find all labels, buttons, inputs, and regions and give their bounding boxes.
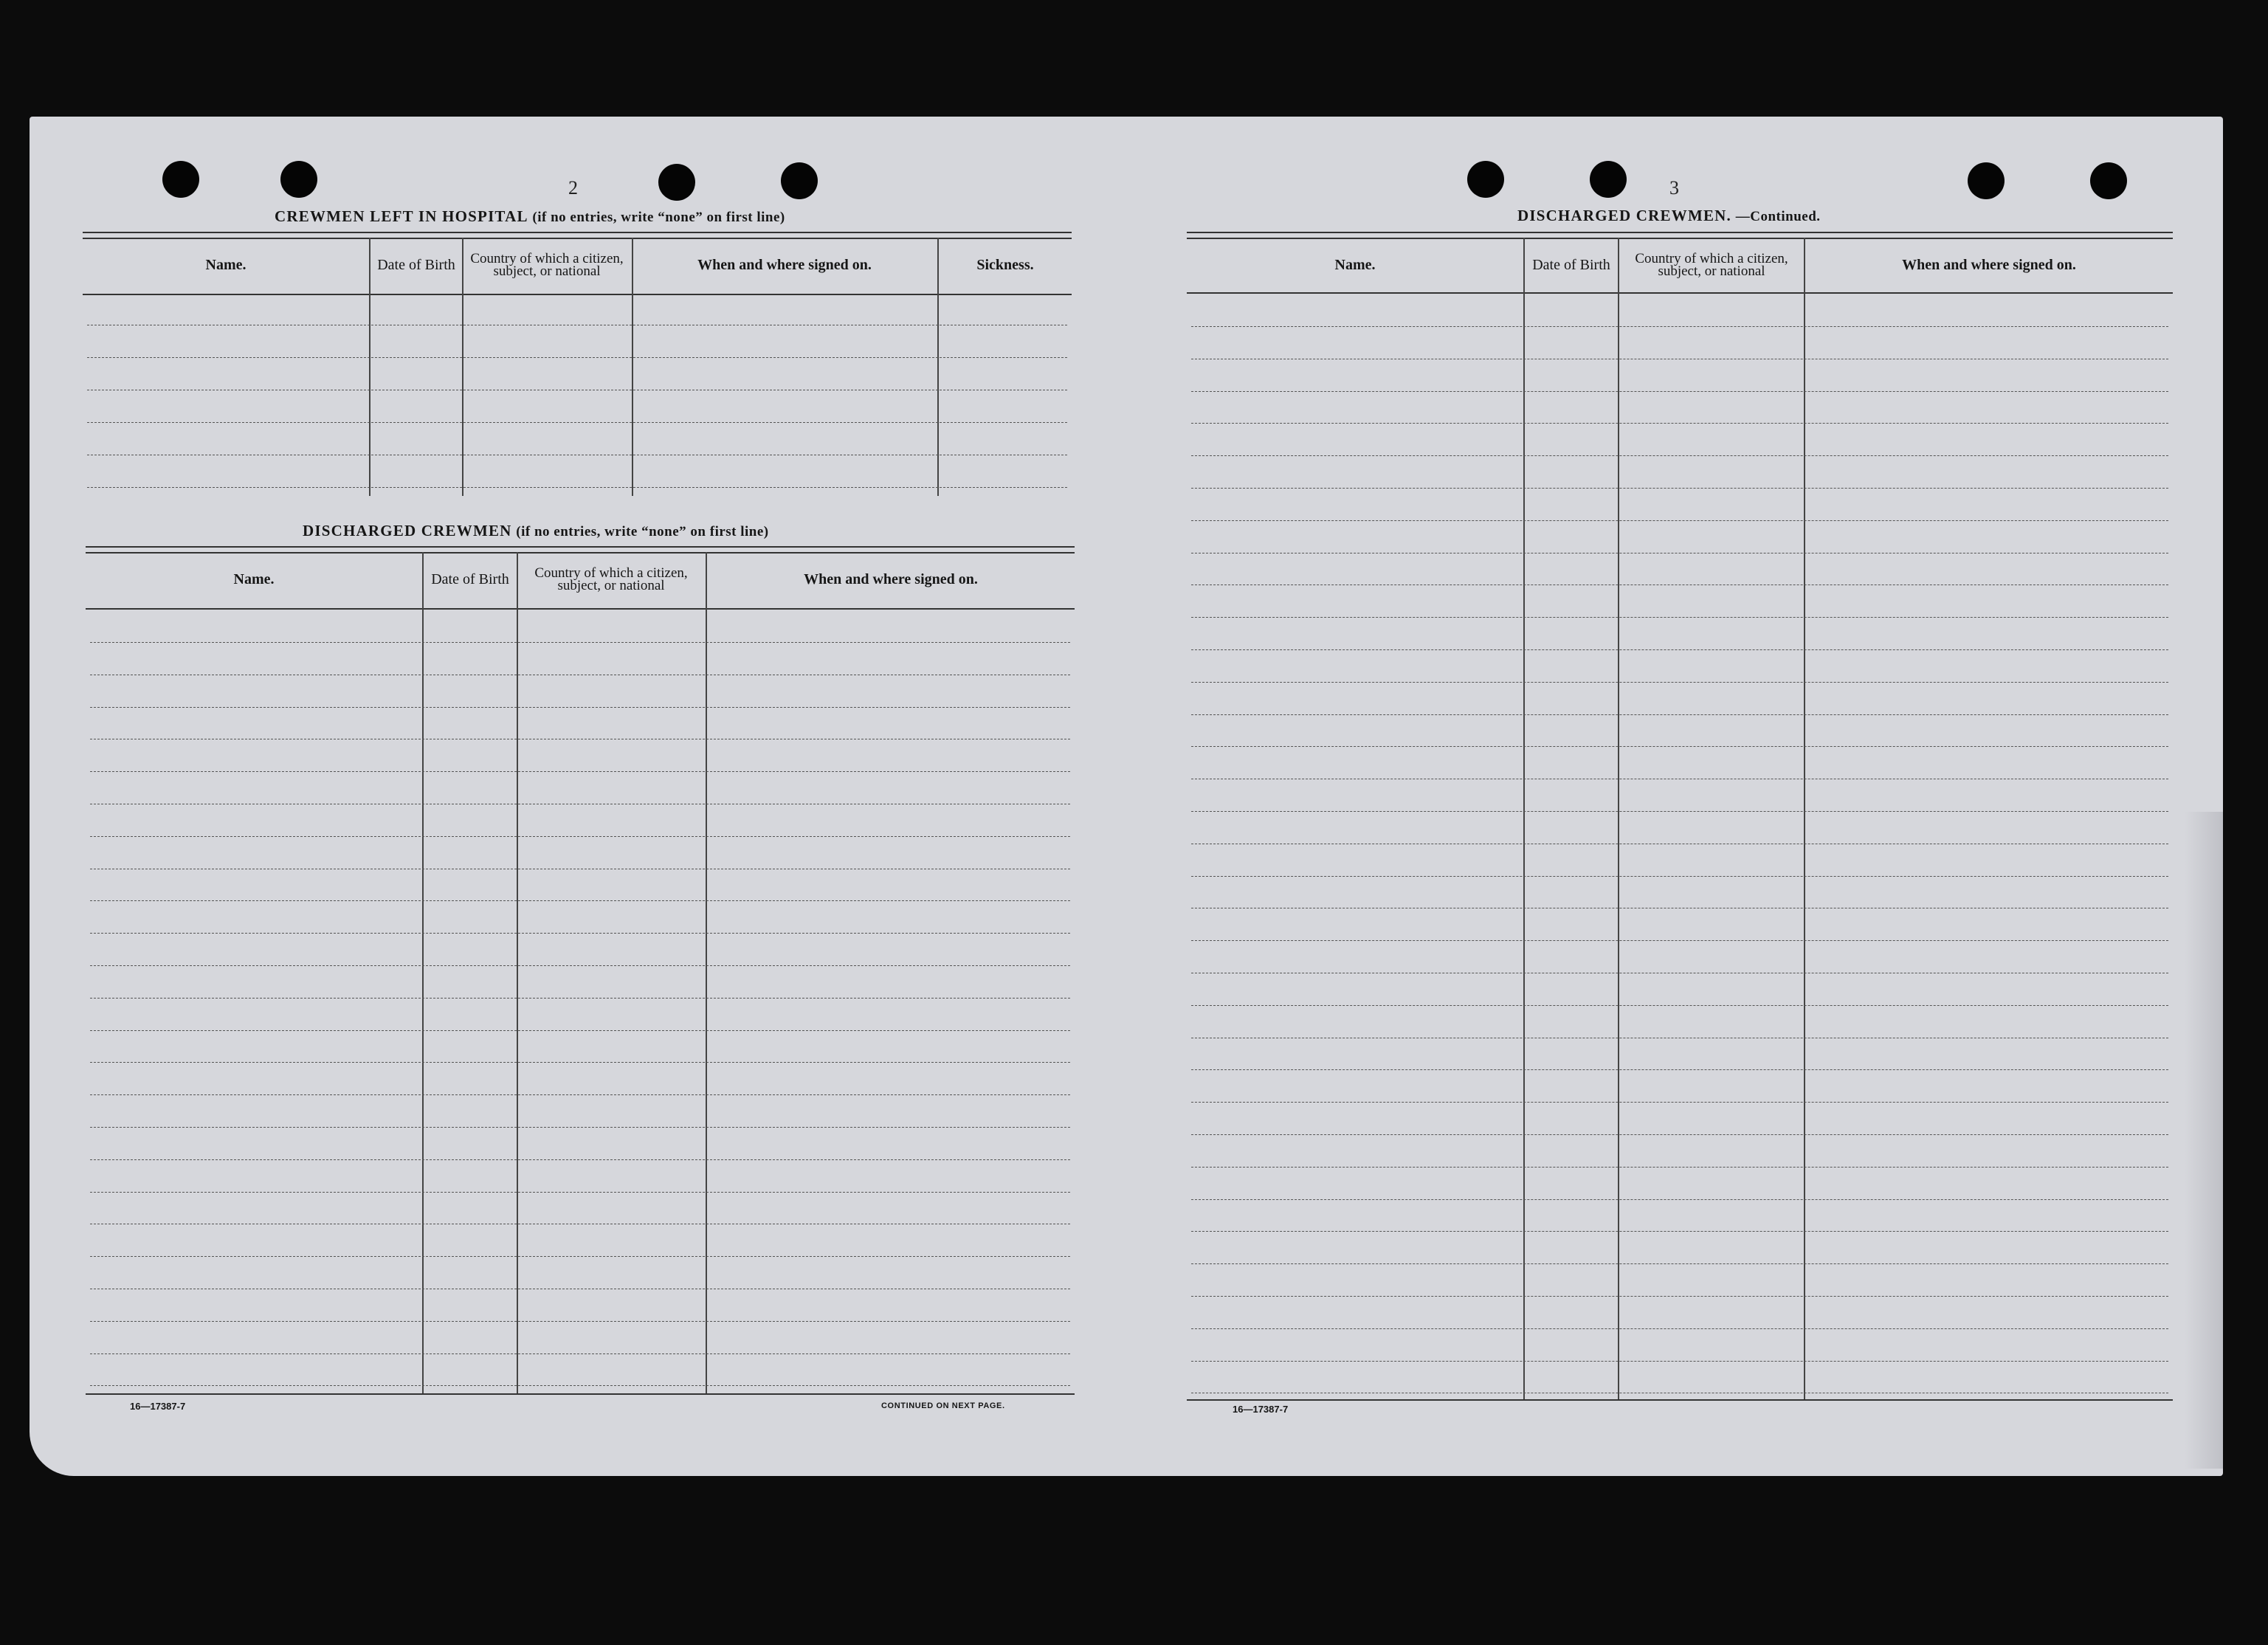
hospital-section-heading [275,207,785,226]
entry-line [1191,1263,2168,1264]
column-header-signed-on: When and where signed on. [1902,256,2076,273]
entry-line [1191,488,2168,489]
column-header-country: Country of which a citizen, subject, or national [534,565,688,593]
header-bottom-rule [86,608,1075,610]
entry-line [1191,455,2168,456]
entry-line [87,487,1067,488]
entry-line [1191,682,2168,683]
entry-line [1191,811,2168,812]
column-divider [1523,238,1525,1401]
continued-section-heading [1517,207,1821,225]
entry-line [90,998,1070,999]
column-header-country: Country of which a citizen, subject, or national [470,251,624,279]
entry-line [90,965,1070,966]
discharged-continued-table [1187,232,2173,1402]
punch-hole [1467,161,1504,198]
page-number: 2 [568,177,578,199]
entry-line [1191,876,2168,877]
column-header-signed-on: When and where signed on. [697,256,872,273]
entry-line [90,1192,1070,1193]
table-top-rule [83,232,1072,239]
table-top-rule [86,546,1075,553]
entry-line [90,707,1070,708]
discharged-table [86,546,1075,1396]
entry-line [1191,940,2168,941]
column-divider [706,552,707,1395]
entry-line [90,1062,1070,1063]
column-divider [1804,238,1805,1401]
entry-line [90,642,1070,643]
entry-line [1191,326,2168,327]
continued-section-title: DISCHARGED CREWMEN. [1517,207,1731,224]
entry-line [1191,714,2168,715]
entry-line [1191,746,2168,747]
punch-hole [658,164,695,201]
entry-line [1191,423,2168,424]
column-divider [369,238,370,496]
table-bottom-rule [86,1393,1075,1395]
entry-line [1191,1102,2168,1103]
entry-line [90,771,1070,772]
entry-line [90,1385,1070,1386]
column-divider [422,552,424,1395]
entry-line [1191,1134,2168,1135]
discharged-section-heading [303,522,769,540]
discharged-section-title: DISCHARGED CREWMEN [303,522,512,539]
page-number: 3 [1669,177,1679,199]
entry-line [1191,617,2168,618]
table-top-rule [1187,232,2173,239]
hospital-section-instruction: (if no entries, write “none” on first line) [532,210,785,225]
entry-line [1191,1167,2168,1168]
entry-line [90,933,1070,934]
column-divider [462,238,463,496]
entry-line [90,1353,1070,1354]
entry-line [90,1127,1070,1128]
entry-line [1191,391,2168,392]
header-bottom-rule [1187,292,2173,294]
column-header-sickness: Sickness. [976,256,1034,273]
punch-hole [1590,161,1627,198]
entry-line [90,1256,1070,1257]
hospital-section-title: CREWMEN LEFT IN HOSPITAL [275,207,528,225]
entry-line [90,1030,1070,1031]
continued-label: —Continued. [1735,209,1821,224]
column-header-date-of-birth: Date of Birth [1532,256,1610,273]
entry-line [1191,1361,2168,1362]
column-divider [1618,238,1619,1401]
entry-line [90,1159,1070,1160]
column-header-name: Name. [205,256,247,273]
entry-line [1191,584,2168,585]
column-header-name: Name. [233,570,275,587]
table-bottom-rule [1187,1399,2173,1401]
entry-line [1191,1296,2168,1297]
entry-line [1191,649,2168,650]
column-header-date-of-birth: Date of Birth [431,570,509,587]
entry-line [90,900,1070,901]
entry-line [87,357,1067,358]
header-bottom-rule [83,294,1072,295]
discharged-section-instruction: (if no entries, write “none” on first line) [516,524,769,539]
punch-hole [162,161,199,198]
form-number: 16—17387-7 [130,1401,186,1412]
entry-line [1191,1199,2168,1200]
form-number: 16—17387-7 [1233,1404,1289,1415]
entry-line [1191,1069,2168,1070]
punch-hole [1968,162,2005,199]
hospital-table [83,232,1072,497]
column-header-country: Country of which a citizen, subject, or national [1635,251,1788,279]
column-divider [517,552,518,1395]
punch-hole [781,162,818,199]
entry-line [90,1321,1070,1322]
punch-hole [280,161,317,198]
entry-line [1191,520,2168,521]
entry-line [90,836,1070,837]
entry-line [1191,1005,2168,1006]
entry-line [90,1094,1070,1095]
column-header-date-of-birth: Date of Birth [377,256,455,273]
punch-hole [2090,162,2127,199]
column-header-signed-on: When and where signed on. [804,570,978,587]
column-divider [632,238,633,496]
entry-line [1191,1231,2168,1232]
continued-note: CONTINUED ON NEXT PAGE. [881,1401,1005,1410]
page-edge-shadow [2185,812,2223,1469]
column-divider [937,238,939,496]
entry-line [1191,1328,2168,1329]
column-header-name: Name. [1334,256,1376,273]
entry-line [87,422,1067,423]
